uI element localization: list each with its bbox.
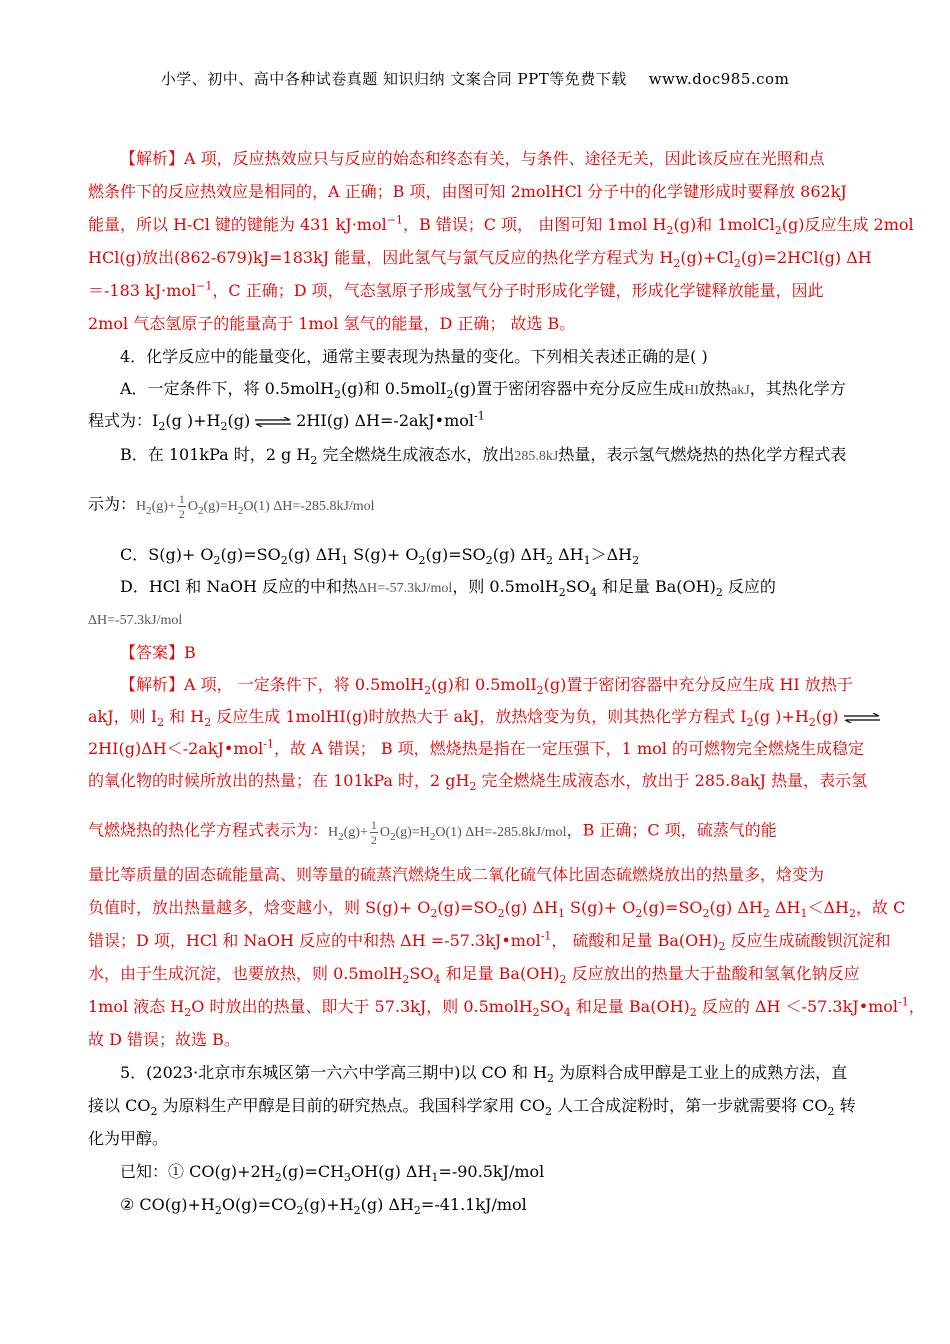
analysis-q3-line-5: ＝-183 kJ·mol$^{-1}$，C 正确；D 项，气态氢原子形成氢气分子时形成化学键，形成化学键释放能量，因此: [88, 279, 824, 300]
analysis-q4-line-8: 错误；D 项，HCl 和 NaOH 反应的中和热 ΔH =-57.3kJ•mol$^{-1}$， 硫酸和足量 $Ba(OH)_2$ 反应生成硫酸钡沉淀和: [88, 929, 891, 954]
analysis-q4-line-3: 2HI(g)ΔH＜-2akJ•mol$^{-1}$，故 A 错误； B 项，燃烧热是指在一定压强下，1 mol 的可燃物完全燃烧生成稳定: [88, 737, 864, 758]
question-4: [88, 346, 863, 642]
analysis-q4-line-4: 的氧化物的时候所放出的热量；在 101kPa 时，2 $gH_2$ 完全燃烧生成液态水，放出于 285.8akJ 热量，表示氢: [88, 771, 868, 794]
analysis-q4-line-11: 故 D 错误；故选 B。: [88, 1030, 240, 1049]
question-4-stem: 4．化学反应中的能量变化，通常主要表现为热量的变化。下列相关表述正确的是( ): [120, 347, 708, 366]
document-body: [88, 148, 925, 1227]
analysis-q4-line-10: 1mol 液态 $H_2O$ 时放出的热量、即大于 57.3kJ，则 $0.5molH_2SO_4$ 和足量 $Ba(OH)_2$ 反应的 ΔH ＜-57.3kJ•mol$^{-1}$，: [88, 995, 925, 1020]
option-a-line-2: 程式为：$I_2(g$ )$+H_2(g)$ 2HI(g) ΔH=-2akJ•mol$^{-1}$: [88, 409, 485, 434]
analysis-q3-line-6: 2mol 气态氢原子的能量高于 1mol 氢气的能量，D 正确； 故选 B。: [88, 314, 576, 333]
option-c: C．$S(g)+ O_2(g)=SO_2(g)$ $\Delta H_1$ $S(g)+ O_2(g)=SO_2(g)$ $\Delta H_2$ $\Delta H_1>\Delta H_2$: [120, 545, 640, 568]
answer-label: 【答案】B: [120, 643, 196, 662]
question-5-line-2: 接以 $CO_2$ 为原料生产甲醇是目前的研究热点。我国科学家用 $CO_2$ 人工合成淀粉时，第一步就需要将 $CO_2$ 转: [88, 1096, 856, 1119]
option-d-line-2: ΔH=-57.3kJ/mol: [88, 613, 183, 628]
header-site: www.doc985.com: [648, 70, 790, 88]
analysis-q3-line-1: 【解析】A 项，反应热效应只与反应的始态和终态有关，与条件、途径无关，因此该反应在光照和点: [120, 149, 825, 168]
analysis-q3-line-3: 能量，所以 H-Cl 键的键能为 431 kJ·mol$^{-1}$，B 错误；C 项， 由图可知 1mol $H_2(g)$和 1molCl$_2$(g)反应生成 2mol: [88, 213, 914, 238]
analysis-q4-line-5: 气燃烧热的热化学方程式表示为：$H_2(g)+$ $\frac{1}{2}$ $O_2(g)=H_2O(1)$ ΔH=-285.8kJ/mol，B 正确；C 项，硫蒸气的能: [88, 818, 777, 847]
analysis-q4-line-7: 负值时，放出热量越多，焓变越小，则 $S(g)+ O_2(g)=SO_2(g)$ $\Delta H_1$ $S(g)+ O_2(g)=SO_2(g)$ $\Delta H_2$ $\Delta H_1<\Delta H_2$，故 C: [88, 898, 906, 921]
option-b-line-1: B．在 101kPa 时，2 g $H_2$ 完全燃烧生成液态水，放出285.8kJ热量，表示氢气燃烧热的热化学方程式表: [120, 445, 847, 468]
analysis-q4-line-6: 量比等质量的固态硫能量高、则等量的硫蒸汽燃烧生成二氧化硫气体比固态硫燃烧放出的热量多，焓变为: [88, 865, 825, 884]
option-a-line-1: A．一定条件下，将 0.5molH$_2$(g)和 0.5molI$_2$(g)置于密闭容器中充分反应生成HI放热akJ，其热化学方: [120, 379, 846, 402]
equilibrium-arrow-icon-2: [843, 713, 881, 723]
analysis-q4-line-2: akJ，则 $I_2$ 和 $H_2$ 反应生成 1molHI(g)时放热大于 akJ，放热焓变为负，则其热化学方程式 $I_2(g$ )$+H_2(g)$: [88, 706, 863, 738]
header-text: 小学、初中、高中各种试卷真题 知识归纳 文案合同 PPT等免费下载: [160, 70, 627, 88]
question-5: [88, 1062, 863, 1227]
analysis-q4-line-9: 水，由于生成沉淀，也要放热，则 $0.5molH_2SO_4$ 和足量 $Ba(OH)_2$ 反应放出的热量大于盐酸和氢氧化钠反应: [88, 964, 860, 987]
option-d-line-1: D．HCl 和 NaOH 反应的中和热ΔH=-57.3kJ/mol，则 $0.5molH_2SO_4$ 和足量 $Ba(OH)_2$ 反应的: [120, 577, 776, 600]
fraction-half: $\frac{1}{2}$: [178, 492, 185, 521]
analysis-q3-line-2: 燃条件下的反应热效应是相同的，A 正确；B 项，由图可知 2molHCl 分子中的化学键形成时要释放 862kJ: [88, 182, 847, 201]
analysis-q3: [88, 148, 914, 346]
question-5-line-1: 5．(2023·北京市东城区第一六六中学高三期中)以 CO 和 $H_2$ 为原料合成甲醇是工业上的成熟方法，直: [120, 1063, 848, 1086]
analysis-q4-line-1: 【解析】A 项， 一定条件下，将 0.5molH$_2$(g)和 0.5molI$_2$(g)置于密闭容器中充分反应生成 HI 放热于: [120, 675, 853, 698]
equilibrium-arrow-icon: [254, 417, 292, 427]
analysis-q4-equation: $H_2(g)+$ $\frac{1}{2}$ $O_2(g)=H_2O(1)$ ΔH=-285.8kJ/mol: [328, 818, 567, 847]
question-5-line-3: 化为甲醇。: [88, 1129, 169, 1148]
question-5-given-2: ② $CO(g)+H_2O(g)=CO_2(g)+H_2(g)$ $\Delta H_2=-41.1kJ$/mol: [120, 1195, 527, 1218]
page-header: [0, 68, 950, 89]
question-5-given-1: 已知：① $CO(g)+2H_2(g)=CH_3OH(g)$ $\Delta H_1=-90.5kJ$/mol: [120, 1162, 545, 1185]
analysis-q3-line-4: HCl(g)放出(862-679)kJ=183kJ 能量，因此氢气与氯气反应的热化学方程式为 $H_2(g)+Cl_2(g)=2HCl(g)$ ΔH: [88, 248, 872, 271]
option-b-line-2: 示为：$H_2(g)+$ $\frac{1}{2}$ $O_2(g)=H_2O(1)$ ΔH=-285.8kJ/mol: [88, 492, 375, 521]
option-b-equation: $H_2(g)+$ $\frac{1}{2}$ $O_2(g)=H_2O(1)$ ΔH=-285.8kJ/mol: [136, 492, 375, 521]
fraction-half-2: $\frac{1}{2}$: [370, 818, 377, 847]
analysis-q4: [88, 674, 925, 1062]
